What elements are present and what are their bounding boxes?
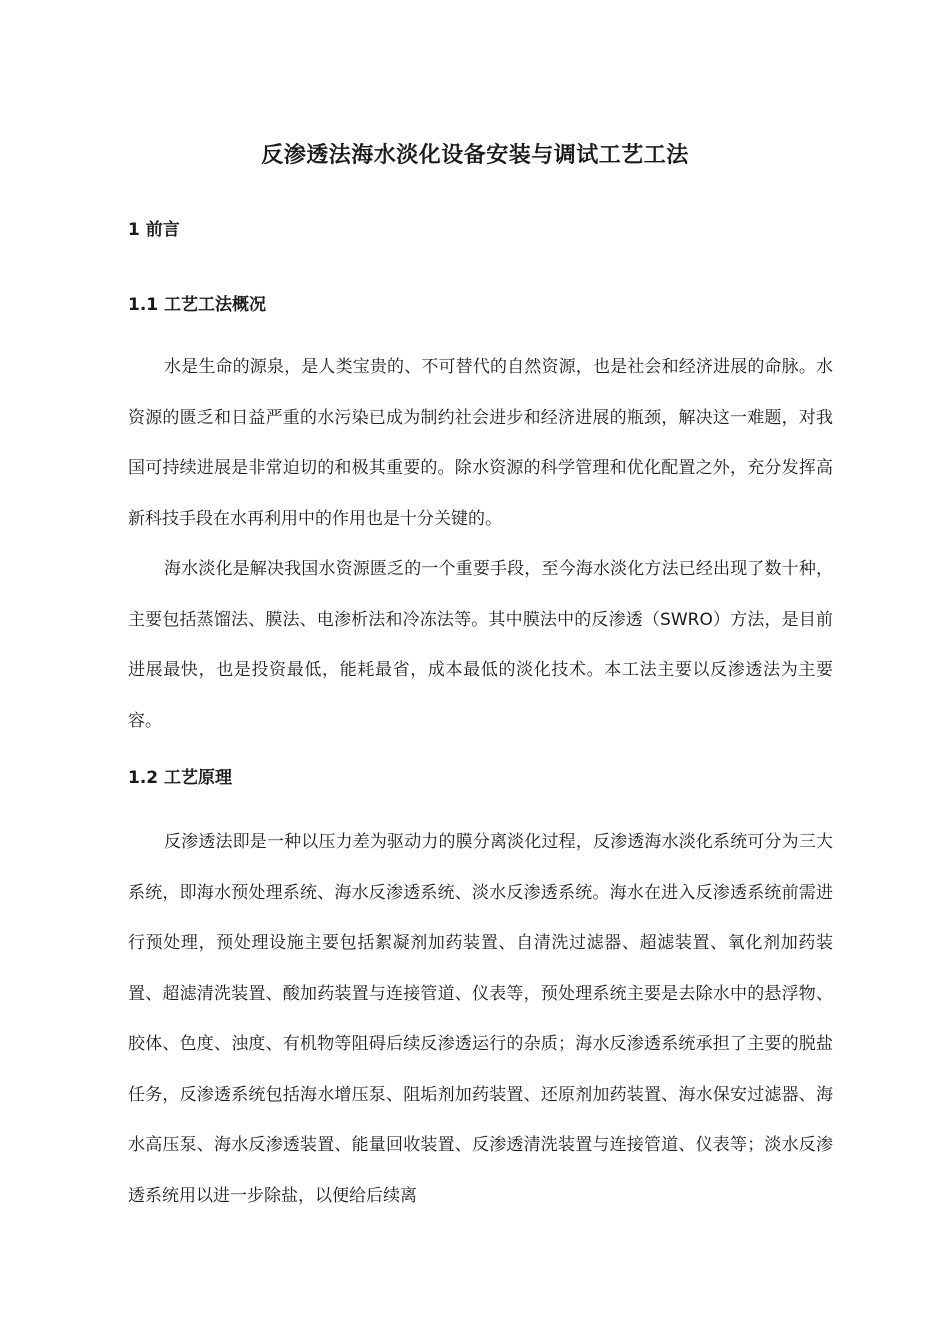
paragraph-water-resources: 水是生命的源泉，是人类宝贵的、不可替代的自然资源，也是社会和经济进展的命脉。水资源的匮乏和日益严重的水污染已成为制约社会进步和经济进展的瓶颈，解决这一难题，对我国可持续进展是非常迫切的和极其重要的。除水资源的科学管理和优化配置之外，充分发挥高新科技手段在水再利用中的作用也是十分关键的。 (128, 357, 833, 529)
paragraph-desalination-methods: 海水淡化是解决我国水资源匮乏的一个重要手段，至今海水淡化方法已经出现了数十种，主要包括蒸馏法、膜法、电渗析法和冷冻法等。其中膜法中的反渗透（SWRO）方法，是目前进展最快，也是投资最低，能耗最省，成本最低的淡化技术。本工法主要以反渗透法为主要容。 (128, 559, 833, 731)
section-heading-overview: 1.1 工艺工法概况 (128, 295, 267, 315)
document-title: 反渗透法海水淡化设备安装与调试工艺工法 (261, 143, 689, 168)
section-heading-preface: 1 前言 (128, 220, 180, 240)
paragraph-process-principle: 反渗透法即是一种以压力差为驱动力的膜分离淡化过程，反渗透海水淡化系统可分为三大系统，即海水预处理系统、海水反渗透系统、淡水反渗透系统。海水在进入反渗透系统前需进行预处理，预处理设施主要包括絮凝剂加药装置、自清洗过滤器、超滤装置、氧化剂加药装置、超滤清洗装置、酸加药装置与连接管道、仪表等，预处理系统主要是去除水中的悬浮物、胶体、色度、浊度、有机物等阻碍后续反渗透运行的杂质；海水反渗透系统承担了主要的脱盐任务，反渗透系统包括海水增压泵、阻垢剂加药装置、还原剂加药装置、海水保安过滤器、海水高压泵、海水反渗透装置、能量回收装置、反渗透清洗装置与连接管道、仪表等；淡水反渗透系统用以进一步除盐，以便给后续离 (128, 832, 833, 1206)
section-heading-principle: 1.2 工艺原理 (128, 768, 233, 788)
